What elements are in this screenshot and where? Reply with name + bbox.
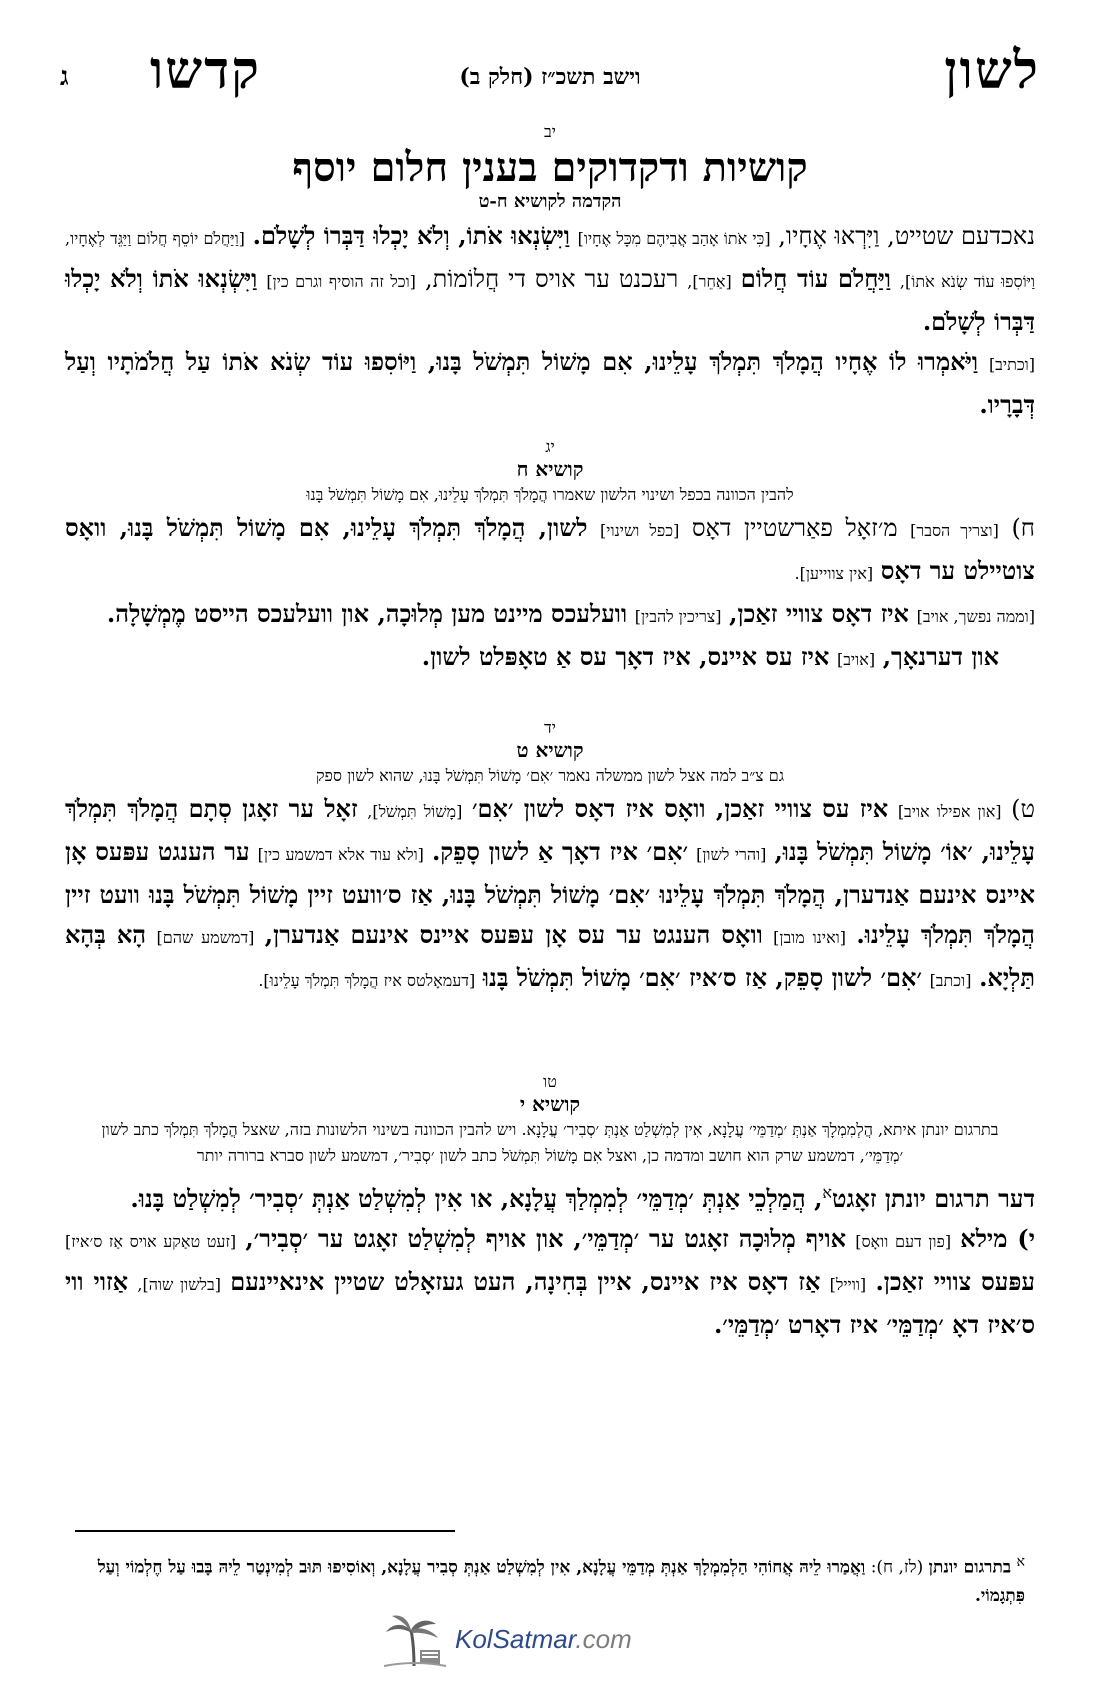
bracket-note: [ואינו מובן] [773, 928, 847, 947]
bracket-note: [זעט טאַקע אויס אַז ס׳איז] [65, 1232, 237, 1251]
bracket-note: [ולא עוד אלא דמשמע כין] [257, 845, 424, 864]
bold-text: אַז דאָס איז איינס, איין בְּחִינָה, העט געזאָלט שטיין אינאיינעם [230, 1267, 821, 1296]
bold-text: וַיֹּאמְרוּ לוֹ אֶחָיו הֲמָלֹךְ תִּמְלֹךְ עָלֵינוּ, אִם מָשׁוֹל תִּמְשֹׁל בָּנוּ, וַיּוֹסִפוּ עוֹד שְׂנֹא אֹתוֹ עַל חֲלֹמֹתָיו וְעַל דְּבָרָיו. [65, 347, 1035, 419]
kushya-description: גם צ״ב למה אצל לשון ממשלה נאמר ׳אִם׳ מָשׁוֹל תִּמְשֹׁל בָּנוּ, שהוא לשון ספק [315, 766, 785, 785]
bold-text: זאָל ער זאָגן סְתָם הֲמָלֹךְ תִּמְלֹךְ עָלֵינוּ, ׳אוֹ׳ מָשׁוֹל תִּמְשֹׁל בָּנוּ, [65, 794, 1035, 866]
header-subtitle: וישב תשכ״ז (חלק ב) [459, 64, 641, 90]
bold-text: איז עס איינס, איז דאָך עס אַ טאָפּלט לשון. [421, 642, 830, 671]
paragraph: נאכדעם שטייט, וַיִּרְאוּ אֶחָיו, [כִּי אֹתוֹ אָהַב אֲבִיהֶם מִכָּל אֶחָיו] וַיִּשְׂנְאוּ אֹתוֹ, וְלֹא יָכְלוּ דַּבְּרוֹ לְשָׁלֹם. [וַיַּחֲלֹם יוֹסֵף חֲלוֹם וַיַּגֵּד לְאֶחָיו, וַיּוֹסִפוּ עוֹד שְׂנֹא אֹתוֹ], וַיַּחֲלֹם עוֹד חֲלוֹם [אַחֵר], רעכנט ער אויס די חֲלוֹמוֹת, [וכל זה הוסיף וגרם כין] וַיִּשְׂנְאוּ אֹתוֹ וְלֹא יָכְלוּ דַּבְּרוֹ לְשָׁלֹם. [65, 221, 1035, 336]
bold-text: עפּעס צוויי זאַכן. [875, 1267, 1036, 1296]
bold-text: איז דאָס צוויי זאַכן, [729, 599, 909, 628]
bold-text: לשון, הֲמָלֹךְ תִּמְלֹךְ עָלֵינוּ, אִם מָשׁוֹל תִּמְשֹׁל בָּנוּ, וואָס צוטיילט ער דאָס [65, 513, 1035, 585]
text: ח) [1011, 514, 1036, 542]
footnote-ref: (לז, ח): [870, 1557, 924, 1578]
footnote [65, 1548, 1025, 1610]
bold-text: אויף מְלוּכָה זאָגט ער ׳מְדַמֵּי׳, און אויף לְמִשְׁלַט זאָגט ער ׳סְבִיר׳, [245, 1224, 847, 1253]
paragraph [65, 508, 1035, 594]
text: מ׳זאָל פאַרשטיין דאָס [691, 514, 898, 542]
bold-text: וַיַּחֲלֹם עוֹד חֲלוֹם [740, 264, 891, 293]
bracket-note: [מָשׁוֹל תִּמְשֹׁל], [367, 802, 463, 821]
header-title-right: לשון [944, 40, 1040, 101]
bold-text: , הֲמַלְכֵי אַנְתְּ ׳מְדַמֵּי׳ לְמִמְלַךְ עֲלָנָא, או אִין לְמִשְׁלַט אַנְתְּ ׳סְבִיר׳ לְמִשְׁלַט בָּנוּ. [130, 1184, 823, 1213]
bold-text: וואָס הענגט ער עס אָן עפּעס איינס אינעם אַנדערן, [264, 920, 763, 949]
bold-text: ׳אִם׳ איז דאָך אַ לשון סָפֵק. [431, 837, 689, 866]
bold-text: וועלעכס מיינט מען מְלוּכָה, און וועלעכס הייסט מֶמְשָׁלָה. [106, 599, 628, 628]
bold-text: ׳אִם׳ לשון סָפֵק, אַז ס׳איז ׳אִם׳ מָשׁוֹל תִּמְשֹׁל בָּנוּ [482, 963, 922, 992]
section-14 [65, 718, 1035, 1001]
logo-text [455, 1624, 632, 1655]
paragraph [65, 1173, 1035, 1219]
kushya-heading: קושיא ח [516, 457, 584, 481]
bracket-note: [והרי לשון] [696, 845, 767, 864]
section-15 [65, 1072, 1035, 1345]
paragraph [65, 789, 1035, 1001]
text: נאכדעם שטייט, וַיִּרְאוּ אֶחָיו [785, 222, 1035, 250]
bracket-note: [דעמאָלטס איז הֲמָלֹךְ תִּמְלֹךְ עָלֵינוּ]. [258, 971, 476, 990]
bracket-note: [צריכין להבין] [634, 607, 722, 626]
bracket-note: [בלשון שוה], [137, 1275, 221, 1294]
header-title-left: קדשו [150, 40, 261, 101]
footnote-mark: א [1016, 1554, 1025, 1570]
paragraph [65, 342, 1035, 425]
section-subtitle: הקדמה לקושיא ח-ט [478, 191, 622, 212]
bold-text: אַזוי ווי ס׳איז דאָ ׳מְדַמֵּי׳ איז דאָרט ׳מְדַמֵּי׳. [65, 1267, 1035, 1339]
bracket-note: [וכל זה הוסיף וגרם כין] [266, 272, 416, 291]
bracket-note: [ווייל] [829, 1275, 867, 1294]
bracket-note: [אַחֵר], [687, 272, 732, 291]
bracket-note: [אויב] [836, 650, 876, 669]
bracket-note: [כִּי אֹתוֹ אָהַב אֲבִיהֶם מִכָּל אֶחָיו] [577, 229, 771, 248]
kushya-heading: קושיא י [519, 1092, 581, 1116]
bracket-note: [וַיַּחֲלֹם יוֹסֵף חֲלוֹם וַיַּגֵּד לְאֶחָיו, וַיּוֹסִפוּ עוֹד שְׂנֹא אֹתוֹ], [65, 229, 1035, 291]
paragraph [65, 1219, 1035, 1345]
section-12 [65, 122, 1035, 425]
bold-text: ער הענגט עפּעס אָן איינס אינעם אַנדערן, הֲמָלֹךְ תִּמְלֹךְ עָלֵינוּ ׳אִם׳ מָשׁוֹל תִּמְשֹׁל בָּנוּ, אַז ס׳וועט זיין מָשׁוֹל תִּמְשֹׁל בָּנוּ וועט זיין הֲמָלֹךְ תִּמְלֹךְ עָלֵינוּ. [65, 837, 1035, 949]
section-13 [65, 437, 1035, 680]
bold-text: וַיִּשְׂנְאוּ אֹתוֹ וְלֹא יָכְלוּ דַּבְּרוֹ לְשָׁלֹם. [65, 264, 1035, 336]
kushya-description: בתרגום יונתן איתא, הֲלְמִמְלָךְ אַנְתְּ ׳מְדַמֵּי׳ עֲלָנָא, אִין לְמִשְׁלַט אַנְתְּ ׳סְבִיר׳ עֲלָנָא. ויש להבין הכוונה בשינוי הלשונות בזה, שאצל הֲמָלֹךְ תִּמְלֹךְ כתב לשון ׳מְדַמֵּי׳, דמשמע שרק הוא חושב ומדמה כן, ואצל אִם מָשׁוֹל תִּמְשֹׁל כתב לשון ׳סְבִיר׳, דמשמע לשון סברא ברורה יותר [101, 1120, 999, 1165]
footnote-divider [75, 1530, 455, 1532]
kushya-description: להבין הכוונה בכפל ושינוי הלשון שאמרו הֲמָלֹךְ תִּמְלֹךְ עָלֵינוּ, אִם מָשׁוֹל תִּמְשֹׁל בָּנוּ [306, 485, 794, 504]
section-number: טו [543, 1072, 557, 1091]
bold-text: און דערנאָך, [882, 642, 999, 671]
logo-domain: .com [575, 1624, 632, 1654]
paragraph [65, 594, 1035, 637]
section-number: יג [545, 437, 555, 456]
bracket-note: [וממה נפשך, אויב] [916, 607, 1035, 626]
bold-text: דער תרגום יונתן זאָגט [832, 1184, 1035, 1213]
bold-text: וַיִּשְׂנְאוּ אֹתוֹ, וְלֹא יָכְלוּ דַּבְּרוֹ לְשָׁלֹם. [252, 221, 570, 250]
bracket-note: [דמשמע שהם] [156, 928, 255, 947]
bracket-note: [וצריך הסבר] [910, 521, 999, 540]
section-title: קושיות ודקדוקים בענין חלום יוסף [292, 144, 808, 191]
logo-name: KolSatmar [455, 1624, 576, 1654]
running-header [60, 40, 1040, 120]
kolsatmar-logo[interactable] [380, 1612, 740, 1672]
text: רעכנט ער אויס די חֲלוֹמוֹת, [424, 265, 679, 293]
bracket-note: [כפל ושינוי] [600, 521, 680, 540]
bold-text: איז עס צוויי זאַכן, וואָס איז דאָס לשון ׳אִם׳ [471, 794, 889, 823]
bracket-note: [וכתיב] [988, 355, 1035, 374]
bracket-note: [וכתב] [929, 971, 972, 990]
page-number: ג [60, 62, 69, 92]
section-number: יד [544, 718, 556, 737]
section-number: יב [544, 122, 556, 141]
bracket-note: [פון דעם וואָס] [855, 1232, 952, 1251]
palm-tree-icon [380, 1612, 450, 1670]
bold-text: הָא בְּהָא תַּלְיָא. [65, 920, 1035, 992]
paragraph [65, 637, 1035, 680]
bold-text: י) מילא [960, 1224, 1035, 1253]
footnote-source: בתרגום יונתן [928, 1557, 1012, 1578]
footnote-text: וַאֲמַרוּ לֵיהּ אֲחוֹהִי הַלְמִמְלָךְ אַנְתְּ מְדַמֵּי עֲלָנָא, אִין לְמִשְׁלַט אַנְתְּ סְבִיר עֲלָנָא, וְאוֹסִיפוּ תּוּב לְמִינְטַר לֵיהּ בָּבוּ עַל חֶלְמוֹי וְעַל פִּתְגָמוֹי. [97, 1557, 1025, 1606]
text: ט) [1011, 795, 1036, 823]
footnote-marker[interactable]: א [822, 1183, 833, 1202]
bracket-note: [אין צווייען]. [794, 564, 874, 583]
kushya-heading: קושיא ט [516, 738, 584, 762]
bracket-note: [און אפילו אויב] [897, 802, 1002, 821]
